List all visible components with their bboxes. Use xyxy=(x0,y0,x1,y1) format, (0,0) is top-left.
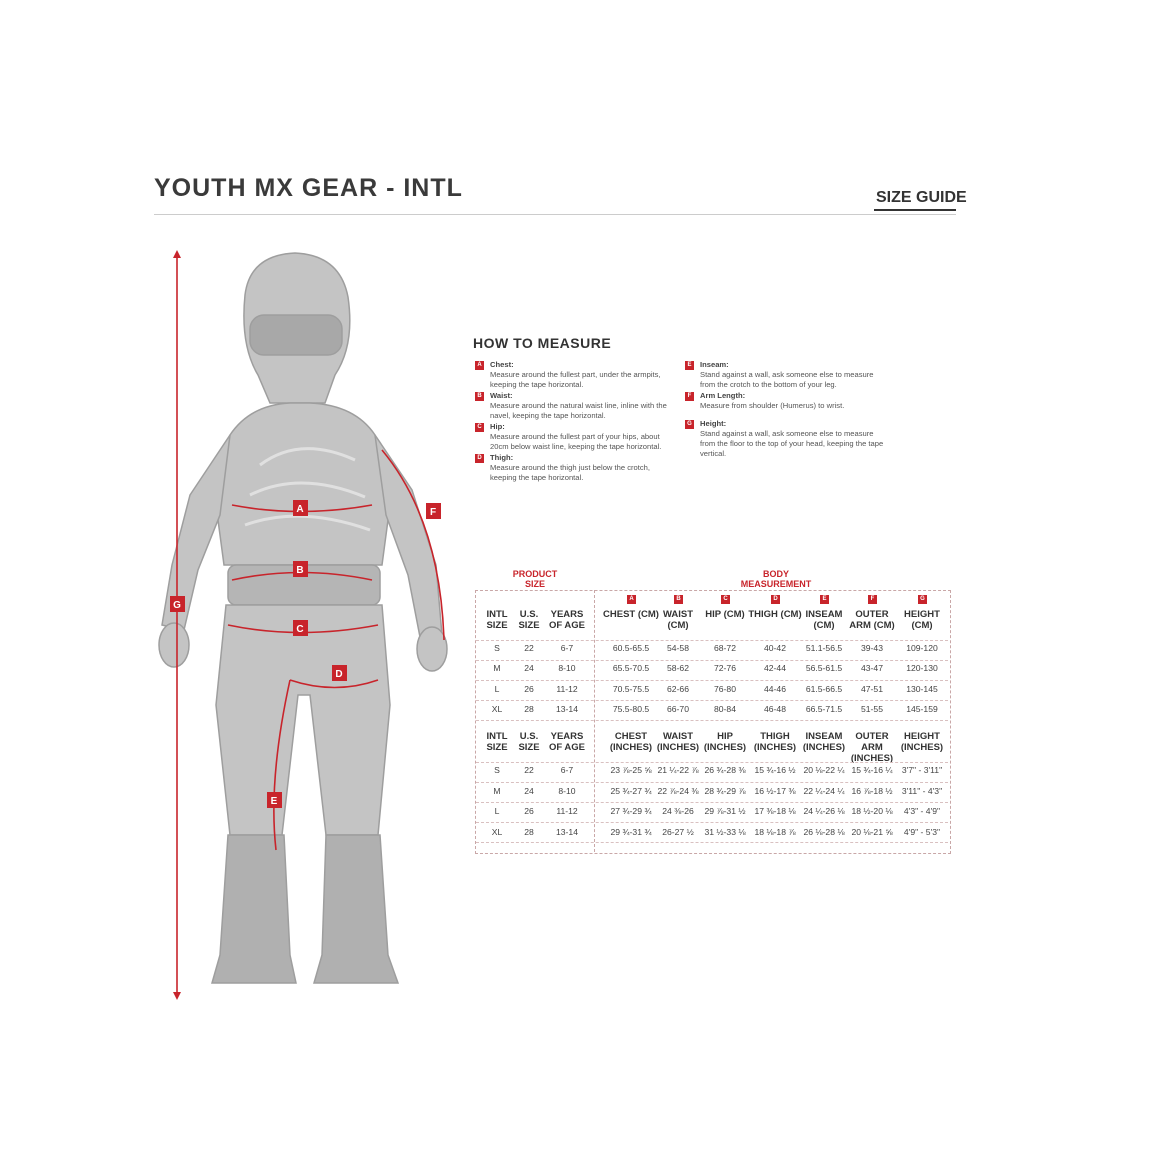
table-row-divider xyxy=(476,700,948,701)
cm-cell: 44-46 xyxy=(764,684,786,694)
cm-cell: 13-14 xyxy=(556,704,578,714)
in-cell: 22 ¼-24 ¼ xyxy=(803,786,845,796)
label-d: D xyxy=(335,669,343,680)
cm-cell: S xyxy=(494,643,500,653)
column-key-d: D xyxy=(771,595,780,604)
in-cell: 22 ⅞-24 ⅜ xyxy=(657,786,699,796)
cm-header-6: THIGH (CM) xyxy=(748,609,802,620)
measure-item-hip: C Hip: Measure around the fullest part of your hips, about 20cm below waist line, keeping the tape horizontal. xyxy=(475,422,670,452)
in-cell: 4'3" - 4'9" xyxy=(903,806,941,816)
cm-cell: 24 xyxy=(524,663,534,673)
cm-cell: 145-159 xyxy=(906,704,938,714)
table-row-divider xyxy=(476,782,948,783)
cm-header-8: OUTER ARM (CM) xyxy=(849,609,895,631)
cm-cell: 26 xyxy=(524,684,534,694)
measure-item-inseam: E Inseam: Stand against a wall, ask someone else to measure from the crotch to the bottom of your leg. xyxy=(685,360,885,390)
table-row-divider xyxy=(476,680,948,681)
cm-cell: 28 xyxy=(524,704,534,714)
measure-item-arm-length: F Arm Length: Measure from shoulder (Humerus) to wrist. xyxy=(685,391,885,411)
cm-cell: L xyxy=(494,684,500,694)
cm-header-5: HIP (CM) xyxy=(705,609,745,620)
in-header-6: THIGH (INCHES) xyxy=(753,731,797,753)
cm-cell: 47-51 xyxy=(861,684,883,694)
cm-cell: 60.5-65.5 xyxy=(612,643,650,653)
in-cell: 24 ⅜-26 xyxy=(662,806,694,816)
cm-header-0: INTL SIZE xyxy=(486,609,508,631)
cm-cell: XL xyxy=(491,704,503,714)
in-header-3: CHEST (INCHES) xyxy=(609,731,653,753)
in-cell: 27 ¾-29 ¾ xyxy=(610,806,652,816)
cm-cell: 56.5-61.5 xyxy=(805,663,843,673)
in-cell: 3'11" - 4'3" xyxy=(901,786,943,796)
in-cell: 4'9" - 5'3" xyxy=(903,827,941,837)
in-cell: 26 ⅛-28 ⅛ xyxy=(803,827,845,837)
in-cell: 8-10 xyxy=(558,786,576,796)
cm-header-4: WAIST (CM) xyxy=(662,609,694,631)
how-to-measure-title: HOW TO MEASURE xyxy=(473,335,612,351)
label-a: A xyxy=(296,504,304,515)
table-row-divider xyxy=(476,720,948,721)
cm-cell: M xyxy=(493,663,501,673)
measure-list-right xyxy=(685,360,885,460)
in-cell: 31 ½-33 ⅛ xyxy=(704,827,746,837)
cm-cell: 11-12 xyxy=(556,684,578,694)
in-cell: 24 ¼-26 ⅛ xyxy=(803,806,845,816)
cm-header-2: YEARS OF AGE xyxy=(548,609,586,631)
in-cell: XL xyxy=(491,827,503,837)
cm-cell: 75.5-80.5 xyxy=(612,704,650,714)
in-cell: 18 ⅛-18 ⅞ xyxy=(754,827,796,837)
in-cell: 20 ⅛-22 ¼ xyxy=(803,765,845,775)
cm-cell: 43-47 xyxy=(861,663,883,673)
in-cell: 16 ½-17 ⅜ xyxy=(754,786,796,796)
cm-cell: 42-44 xyxy=(764,663,786,673)
in-cell: 13-14 xyxy=(556,827,578,837)
in-cell: S xyxy=(494,765,500,775)
column-key-a: A xyxy=(627,595,636,604)
in-header-5: HIP (INCHES) xyxy=(703,731,747,753)
cm-cell: 62-66 xyxy=(667,684,689,694)
in-header-9: HEIGHT (INCHES) xyxy=(900,731,944,753)
product-size-heading: PRODUCT SIZE xyxy=(512,569,558,589)
in-cell: 16 ⅞-18 ½ xyxy=(851,786,893,796)
in-cell: 20 ⅛-21 ⅝ xyxy=(851,827,893,837)
cm-cell: 6-7 xyxy=(560,643,574,653)
in-cell: 29 ⅞-31 ½ xyxy=(704,806,746,816)
cm-cell: 120-130 xyxy=(906,663,938,673)
cm-cell: 130-145 xyxy=(906,684,938,694)
cm-header-1: U.S. SIZE xyxy=(518,609,540,631)
table-row-divider xyxy=(476,822,948,823)
measure-item-height: G Height: Stand against a wall, ask someone else to measure from the floor to the top of your head, keeping the tape vertical. xyxy=(685,419,885,459)
measure-item-thigh: D Thigh: Measure around the thigh just below the crotch, keeping the tape horizontal. xyxy=(475,453,670,483)
in-cell: 11-12 xyxy=(556,806,578,816)
table-row-divider xyxy=(476,802,948,803)
cm-header-3: CHEST (CM) xyxy=(603,609,659,620)
in-header-8: OUTER ARM (INCHES) xyxy=(850,731,894,764)
cm-header-9: HEIGHT (CM) xyxy=(904,609,940,631)
label-e: E xyxy=(270,796,278,807)
in-cell: 23 ⅞-25 ⅝ xyxy=(610,765,652,775)
cm-cell: 72-76 xyxy=(714,663,736,673)
in-cell: 21 ¼-22 ⅞ xyxy=(657,765,699,775)
table-row-divider xyxy=(476,842,948,843)
in-cell: 28 ¾-29 ⅞ xyxy=(704,786,746,796)
cm-cell: 76-80 xyxy=(714,684,736,694)
label-b: B xyxy=(296,565,304,576)
cm-cell: 54-58 xyxy=(667,643,689,653)
cm-cell: 39-43 xyxy=(861,643,883,653)
in-cell: 26 xyxy=(524,806,534,816)
page-title: YOUTH MX GEAR - INTL xyxy=(154,174,463,202)
in-cell: 26-27 ½ xyxy=(662,827,694,837)
table-row-divider xyxy=(476,660,948,661)
cm-cell: 8-10 xyxy=(558,663,576,673)
body-measurement-heading: BODY MEASUREMENT xyxy=(740,569,812,589)
cm-cell: 68-72 xyxy=(714,643,736,653)
column-key-g: G xyxy=(918,595,927,604)
size-guide-label: SIZE GUIDE xyxy=(876,189,967,206)
in-cell: 18 ½-20 ⅛ xyxy=(851,806,893,816)
measure-item-waist: B Waist: Measure around the natural waist line, inline with the navel, keeping the tape horizontal. xyxy=(475,391,670,421)
cm-cell: 66.5-71.5 xyxy=(805,704,843,714)
in-cell: L xyxy=(494,806,500,816)
in-cell: 15 ¾-16 ¼ xyxy=(851,765,893,775)
in-cell: 6-7 xyxy=(560,765,574,775)
measure-list-left xyxy=(475,360,670,484)
table-row-divider xyxy=(476,640,948,641)
cm-cell: 58-62 xyxy=(667,663,689,673)
in-cell: 3'7" - 3'11" xyxy=(901,765,943,775)
in-header-0: INTL SIZE xyxy=(486,731,508,753)
in-cell: 25 ¾-27 ¾ xyxy=(610,786,652,796)
cm-cell: 51.1-56.5 xyxy=(805,643,843,653)
in-header-4: WAIST (INCHES) xyxy=(656,731,700,753)
in-cell: 17 ⅜-18 ⅛ xyxy=(754,806,796,816)
cm-cell: 51-55 xyxy=(861,704,883,714)
cm-header-7: INSEAM (CM) xyxy=(805,609,843,631)
in-cell: 24 xyxy=(524,786,534,796)
in-cell: M xyxy=(493,786,501,796)
cm-cell: 22 xyxy=(524,643,534,653)
in-cell: 15 ¾-16 ½ xyxy=(754,765,796,775)
in-header-1: U.S. SIZE xyxy=(518,731,540,753)
table-row-divider xyxy=(476,762,948,763)
label-f: F xyxy=(429,507,437,518)
column-key-b: B xyxy=(674,595,683,604)
cm-cell: 109-120 xyxy=(906,643,938,653)
table-column-divider xyxy=(594,590,595,852)
cm-cell: 61.5-66.5 xyxy=(805,684,843,694)
in-cell: 29 ¾-31 ¾ xyxy=(610,827,652,837)
column-key-e: E xyxy=(820,595,829,604)
in-cell: 28 xyxy=(524,827,534,837)
label-c: C xyxy=(296,624,304,635)
label-g: G xyxy=(173,600,181,611)
in-cell: 22 xyxy=(524,765,534,775)
in-header-2: YEARS OF AGE xyxy=(548,731,586,753)
cm-cell: 65.5-70.5 xyxy=(612,663,650,673)
cm-cell: 66-70 xyxy=(667,704,689,714)
cm-cell: 40-42 xyxy=(764,643,786,653)
measure-item-chest: A Chest: Measure around the fullest part, under the armpits, keeping the tape horizontal. xyxy=(475,360,670,390)
column-key-f: F xyxy=(868,595,877,604)
in-cell: 26 ¾-28 ⅜ xyxy=(704,765,746,775)
cm-cell: 80-84 xyxy=(714,704,736,714)
cm-cell: 70.5-75.5 xyxy=(612,684,650,694)
column-key-c: C xyxy=(721,595,730,604)
cm-cell: 46-48 xyxy=(764,704,786,714)
in-header-7: INSEAM (INCHES) xyxy=(802,731,846,753)
